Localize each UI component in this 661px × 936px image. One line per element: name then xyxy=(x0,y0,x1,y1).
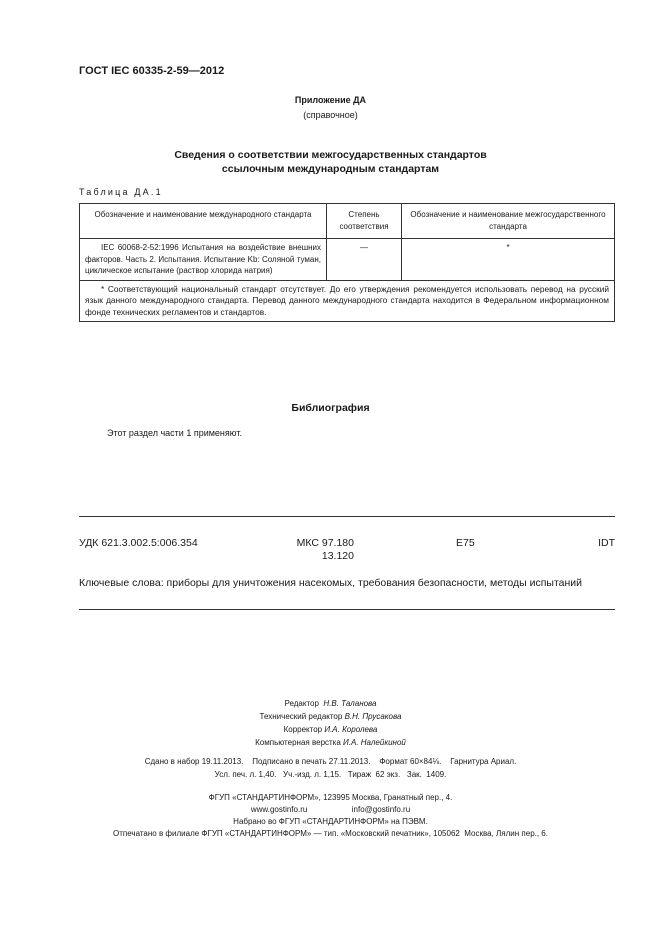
header-international: Обозначение и наименование международного стандарта xyxy=(80,204,327,239)
print-info-line2: Усл. печ. л. 1,40. Уч.-изд. л. 1,15. Тираж 62 экз. Зак. 1409. xyxy=(214,770,447,779)
tech-editor-line: Технический редактор В.Н. Прусакова xyxy=(259,712,402,721)
mks-line2: 13.120 xyxy=(321,550,354,562)
table-footnote: * Соответствующий национальный стандарт отсутствует. До его утверждения рекомендуется использовать перевод на русский язык данного международного стандарта. Перевод данного международного стандарта находится в Федеральном информационном фонде технических регламентов и стандартов. xyxy=(80,280,615,322)
cell-international: IEC 60068-2-52:1996 Испытания на воздействие внешних факторов. Часть 2. Испытания. Испытание Kb: Соляной туман, циклическое испытание (раствор хлорида натрия) xyxy=(80,239,327,281)
header-degree: Степень соответствия xyxy=(327,204,402,239)
email-link[interactable]: info@gostinfo.ru xyxy=(351,805,411,814)
website-link[interactable]: www.gostinfo.ru xyxy=(250,805,308,814)
appendix-subtitle: (справочное) xyxy=(303,110,358,120)
divider-bottom xyxy=(79,609,615,610)
mks-line1: МКС 97.180 xyxy=(296,537,354,549)
publisher-contacts xyxy=(0,804,661,816)
bibliography-text: Этот раздел части 1 применяют. xyxy=(107,428,242,438)
publisher-line1: ФГУП «СТАНДАРТИНФОРМ», 123995 Москва, Гранатный пер., 4. xyxy=(208,793,453,802)
appendix-title: Приложение ДА xyxy=(294,95,367,105)
table-row xyxy=(80,239,615,281)
correspondence-table xyxy=(79,203,615,322)
cell-degree: — xyxy=(327,239,402,281)
idt-label: IDT xyxy=(598,537,615,549)
udc-code: УДК 621.3.002.5:006.354 xyxy=(79,537,198,549)
mks-code xyxy=(290,537,354,563)
table-footnote-row xyxy=(80,280,615,322)
layout-line: Компьютерная верстка И.А. Налейкиной xyxy=(255,738,406,747)
standard-code: ГОСТ IEC 60335-2-59—2012 xyxy=(79,65,225,77)
credits-block xyxy=(0,697,661,749)
section-title xyxy=(0,148,661,176)
editor-line: Редактор Н.В. Таланова xyxy=(284,699,377,708)
table-header-row xyxy=(80,204,615,239)
bibliography-title: Библиография xyxy=(291,402,370,414)
print-info-line1: Сдано в набор 19.11.2013. Подписано в печать 27.11.2013. Формат 60×84⅛. Гарнитура Ариал. xyxy=(144,757,517,766)
corrector-line: Корректор И.А. Королева xyxy=(283,725,378,734)
publisher-line3: Набрано во ФГУП «СТАНДАРТИНФОРМ» на ПЭВМ. xyxy=(233,817,428,826)
section-title-line1: Сведения о соответствии межгосударственных стандартов xyxy=(174,149,487,161)
header-national: Обозначение и наименование межгосударственного стандарта xyxy=(402,204,615,239)
divider-top xyxy=(79,516,615,517)
print-info xyxy=(0,755,661,781)
table-caption: Таблица ДА.1 xyxy=(79,187,163,197)
classification-code: E75 xyxy=(456,537,475,549)
publisher-line4: Отпечатано в филиале ФГУП «СТАНДАРТИНФОРМ» — тип. «Московский печатник», 105062 Москва, Лялин пер., 6. xyxy=(113,829,548,838)
cell-national: * xyxy=(402,239,615,281)
publisher-info xyxy=(0,792,661,840)
section-title-line2: ссылочным международным стандартам xyxy=(221,163,440,175)
keywords: Ключевые слова: приборы для уничтожения насекомых, требования безопасности, методы испытаний xyxy=(79,577,583,589)
